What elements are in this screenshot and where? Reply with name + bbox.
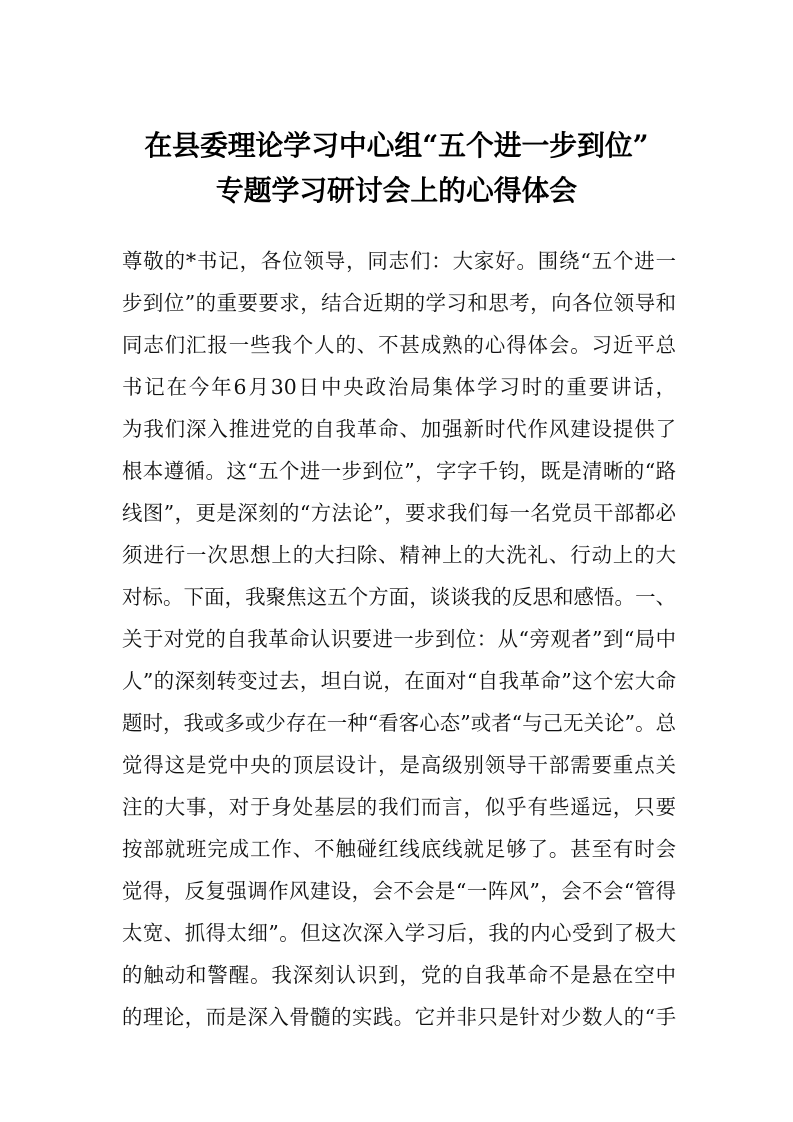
body-line: 步到位”的重要要求，结合近期的学习和思考，向各位领导和 (122, 291, 676, 315)
body-line: 书记在今年6月30日中央政治局集体学习时的重要讲话， (122, 375, 676, 399)
body-line: 同志们汇报一些我个人的、不甚成熟的心得体会。习近平总 (122, 333, 676, 357)
body-line: 按部就班完成工作、不触碰红线底线就足够了。甚至有时会 (122, 837, 676, 861)
body-line: 的触动和警醒。我深刻认识到，党的自我革命不是悬在空中 (122, 963, 676, 987)
body-line: 人”的深刻转变过去，坦白说，在面对“自我革命”这个宏大命 (122, 669, 676, 693)
body-line: 注的大事，对于身处基层的我们而言，似乎有些遥远，只要 (122, 795, 676, 819)
body-line: 太宽、抓得太细”。但这次深入学习后，我的内心受到了极大 (122, 921, 676, 945)
document-title-line-2: 专题学习研讨会上的心得体会 (215, 174, 578, 207)
body-line: 须进行一次思想上的大扫除、精神上的大洗礼、行动上的大 (122, 543, 676, 567)
body-line: 关于对党的自我革命认识要进一步到位：从“旁观者”到“局中 (122, 627, 676, 651)
body-line: 尊敬的*书记，各位领导，同志们：大家好。围绕“五个进一 (122, 249, 676, 273)
body-line: 为我们深入推进党的自我革命、加强新时代作风建设提供了 (122, 417, 676, 441)
document-title-line-1: 在县委理论学习中心组“五个进一步到位” (144, 129, 649, 162)
body-line: 觉得这是党中央的顶层设计，是高级别领导干部需要重点关 (122, 753, 676, 777)
body-line: 对标。下面，我聚焦这五个方面，谈谈我的反思和感悟。一、 (122, 585, 676, 609)
body-line: 线图”，更是深刻的“方法论”，要求我们每一名党员干部都必 (122, 501, 676, 525)
body-line: 觉得，反复强调作风建设，会不会是“一阵风”，会不会“管得 (122, 879, 676, 903)
body-line: 题时，我或多或少存在一种“看客心态”或者“与己无关论”。总 (122, 711, 676, 735)
body-line: 根本遵循。这“五个进一步到位”，字字千钧，既是清晰的“路 (122, 459, 676, 483)
body-line: 的理论，而是深入骨髓的实践。它并非只是针对少数人的“手 (122, 1005, 676, 1029)
